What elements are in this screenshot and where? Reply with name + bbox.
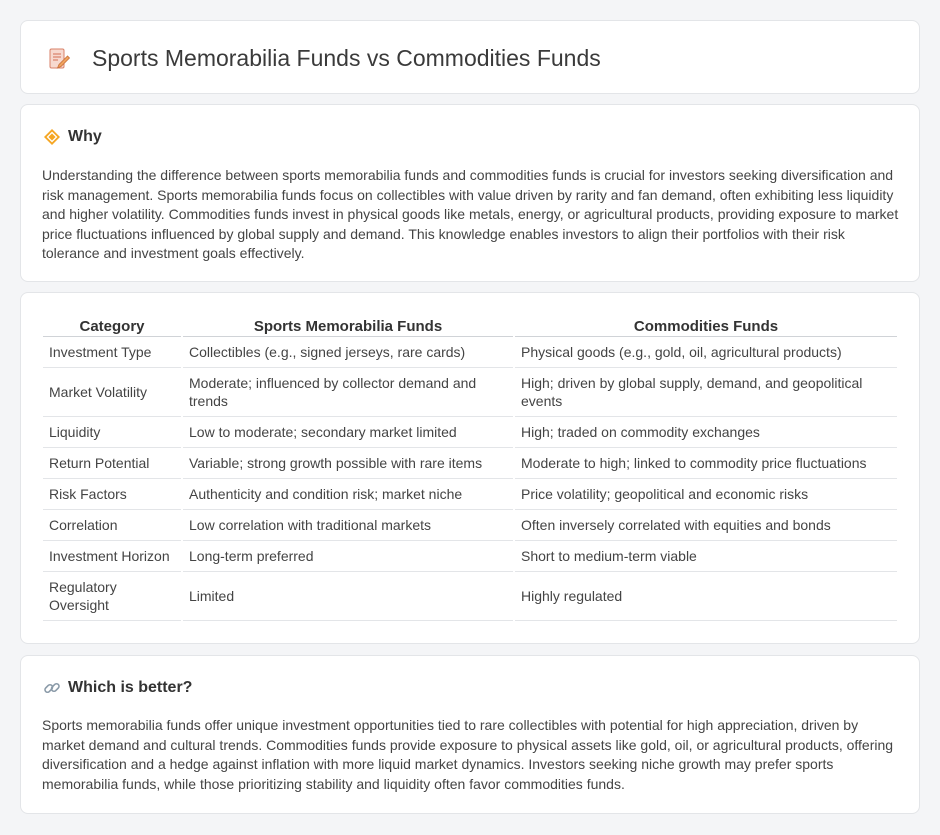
column-header-sports-memorabilia: Sports Memorabilia Funds [183,313,513,337]
row-category: Regulatory Oversight [43,572,181,621]
row-commodities-value: Short to medium-term viable [515,541,897,572]
table-row [43,417,897,448]
comparison-section [20,292,920,644]
table-row [43,448,897,479]
why-text: Understanding the difference between sports memorabilia funds and commodities funds is crucial for investors seeking diversification and risk management. Sports memorabilia funds focus on collectibles with value driven by rarity and fan demand, often exhibiting less liquidity and higher volatility. Commodities funds invest in physical goods like metals, energy, or agricultural products, providing exposure to market price fluctuations influenced by global supply and demand. This knowledge enables investors to align their portfolios with their risk tolerance and investment goals effectively. [42,167,899,262]
row-category: Correlation [43,510,181,541]
row-category: Return Potential [43,448,181,479]
column-header-commodities: Commodities Funds [515,313,897,337]
document-pencil-icon [47,47,71,71]
row-sports-value: Long-term preferred [183,541,513,572]
table-row [43,337,897,368]
title-card [20,20,920,94]
row-commodities-value: Often inversely correlated with equities and bonds [515,510,897,541]
table-row [43,479,897,510]
row-sports-value: Variable; strong growth possible with rare items [183,448,513,479]
table-header-row [43,313,897,337]
row-commodities-value: Physical goods (e.g., gold, oil, agricultural products) [515,337,897,368]
row-sports-value: Authenticity and condition risk; market niche [183,479,513,510]
why-heading: Why [68,128,102,145]
row-commodities-value: Highly regulated [515,572,897,621]
diamond-sign-icon [43,128,61,146]
row-commodities-value: Moderate to high; linked to commodity price fluctuations [515,448,897,479]
better-header [43,679,192,697]
better-heading: Which is better? [68,679,193,696]
better-text: Sports memorabilia funds offer unique investment opportunities tied to rare collectibles with potential for high appreciation, driven by market demand and cultural trends. Commodities funds provide exposure to physical assets like gold, oil, or agricultural products, offering diversification and a hedge against inflation with more liquid market dynamics. Investors seeking niche growth may prefer sports memorabilia funds, while those prioritizing stability and liquidity often favor commodities funds. [42,717,894,792]
row-category: Liquidity [43,417,181,448]
row-category: Investment Horizon [43,541,181,572]
why-section [20,104,920,282]
row-commodities-value: Price volatility; geopolitical and economic risks [515,479,897,510]
why-header [43,128,102,146]
page-title: Sports Memorabilia Funds vs Commodities Funds [92,45,601,71]
row-sports-value: Limited [183,572,513,621]
row-category: Market Volatility [43,368,181,417]
table-row [43,510,897,541]
comparison-table [41,313,899,621]
column-header-category: Category [43,313,181,337]
which-is-better-section [20,655,920,814]
link-icon [43,679,61,697]
row-sports-value: Low to moderate; secondary market limited [183,417,513,448]
row-commodities-value: High; driven by global supply, demand, and geopolitical events [515,368,897,417]
row-commodities-value: High; traded on commodity exchanges [515,417,897,448]
table-row [43,368,897,417]
row-sports-value: Collectibles (e.g., signed jerseys, rare cards) [183,337,513,368]
row-sports-value: Moderate; influenced by collector demand and trends [183,368,513,417]
table-row [43,541,897,572]
table-row [43,572,897,621]
row-sports-value: Low correlation with traditional markets [183,510,513,541]
row-category: Risk Factors [43,479,181,510]
row-category: Investment Type [43,337,181,368]
